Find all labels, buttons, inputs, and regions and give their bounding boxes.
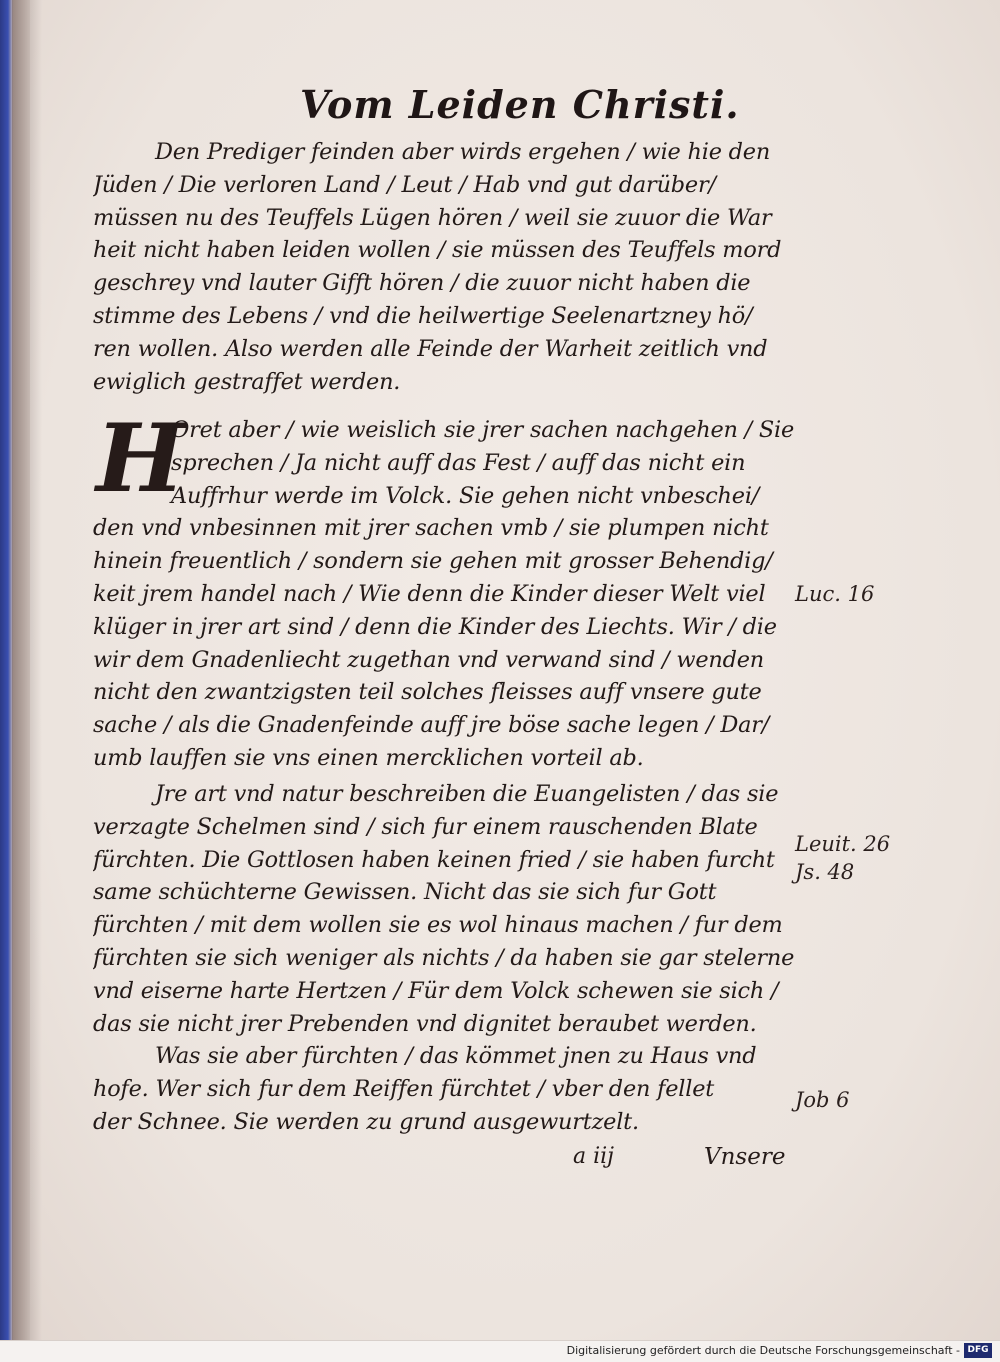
- margin-note: Js. 48: [795, 860, 855, 884]
- running-head: Vom Leiden Christi.: [300, 82, 740, 127]
- text-line: Was sie aber fürchten / das kömmet jnen zu Haus vnd: [155, 1043, 757, 1069]
- text-line: wir dem Gnadenliecht zugethan vnd verwand sind / wenden: [93, 646, 765, 673]
- text-line: umb lauffen sie vns einen mercklichen vorteil ab.: [93, 744, 644, 771]
- text-line: ren wollen. Also werden alle Feinde der Warheit zeitlich vnd: [93, 335, 768, 362]
- text-line: heit nicht haben leiden wollen / sie müssen des Teuffels mord: [93, 237, 782, 264]
- text-line: hofe. Wer sich fur dem Reiffen fürchtet / vber den fellet: [93, 1075, 715, 1102]
- text-line: Auffrhur werde im Volck. Sie gehen nicht vnbeschei/: [171, 482, 760, 509]
- text-line: klüger in jrer art sind / denn die Kinder des Liechts. Wir / die: [93, 613, 777, 640]
- text-line: müssen nu des Teuffels Lügen hören / weil sie zuuor die War: [93, 204, 772, 231]
- text-line: der Schnee. Sie werden zu grund ausgewurtzelt.: [93, 1108, 639, 1135]
- drop-cap: H: [96, 404, 185, 514]
- margin-note: Leuit. 26: [795, 832, 891, 856]
- signature-mark: a iij: [573, 1144, 615, 1169]
- funding-credit: Digitalisierung gefördert durch die Deutsche Forschungsgemeinschaft -: [566, 1344, 960, 1357]
- catchword: Vnsere: [704, 1144, 786, 1170]
- paragraph-2: [93, 414, 808, 775]
- binding-shadow: [12, 0, 42, 1340]
- text-line: verzagte Schelmen sind / sich fur einem rauschenden Blate: [93, 813, 758, 840]
- paragraph-3: [93, 778, 808, 1040]
- dfg-logo: DFG: [964, 1343, 992, 1358]
- text-line: geschrey vnd lauter Gifft hören / die zuuor nicht haben die: [93, 270, 751, 297]
- margin-note: Luc. 16: [795, 582, 875, 606]
- footer-bar: [0, 1340, 1000, 1362]
- margin-note: Job 6: [795, 1088, 850, 1112]
- text-line: nicht den zwantzigsten teil solches fleisses auff vnsere gute: [93, 679, 762, 706]
- paragraph-1: [93, 136, 808, 398]
- text-line: sache / als die Gnadenfeinde auff jre böse sache legen / Dar/: [93, 712, 770, 739]
- text-line: sprechen / Ja nicht auff das Fest / auff das nicht ein: [171, 449, 746, 476]
- text-line: ewiglich gestraffet werden.: [93, 368, 401, 395]
- text-line: fürchten / mit dem wollen sie es wol hinaus machen / fur dem: [93, 912, 783, 939]
- text-line: fürchten sie sich weniger als nichts / da haben sie gar stelerne: [93, 944, 795, 971]
- text-line: Jüden / Die verloren Land / Leut / Hab vnd gut darüber/: [93, 171, 716, 198]
- text-line: same schüchterne Gewissen. Nicht das sie sich fur Gott: [93, 879, 717, 906]
- text-line: vnd eiserne harte Hertzen / Für dem Volck schewen sie sich /: [93, 977, 779, 1004]
- text-line: Jre art vnd natur beschreiben die Euangelisten / das sie: [155, 781, 779, 807]
- text-line: fürchten. Die Gottlosen haben keinen fried / sie haben furcht: [93, 846, 775, 873]
- text-line: hinein freuentlich / sondern sie gehen mit grosser Behendig/: [93, 548, 773, 575]
- text-line: keit jrem handel nach / Wie denn die Kinder dieser Welt viel: [93, 580, 766, 607]
- text-line: das sie nicht jrer Prebenden vnd dignitet beraubet werden.: [93, 1010, 757, 1037]
- text-line: den vnd vnbesinnen mit jrer sachen vmb / sie plumpen nicht: [93, 515, 769, 542]
- text-line: stimme des Lebens / vnd die heilwertige Seelenartzney hö/: [93, 302, 753, 329]
- paragraph-4: [93, 1040, 808, 1138]
- text-line: Den Prediger feinden aber wirds ergehen / wie hie den: [155, 139, 771, 165]
- text-line: Oret aber / wie weislich sie jrer sachen nachgehen / Sie: [171, 417, 795, 443]
